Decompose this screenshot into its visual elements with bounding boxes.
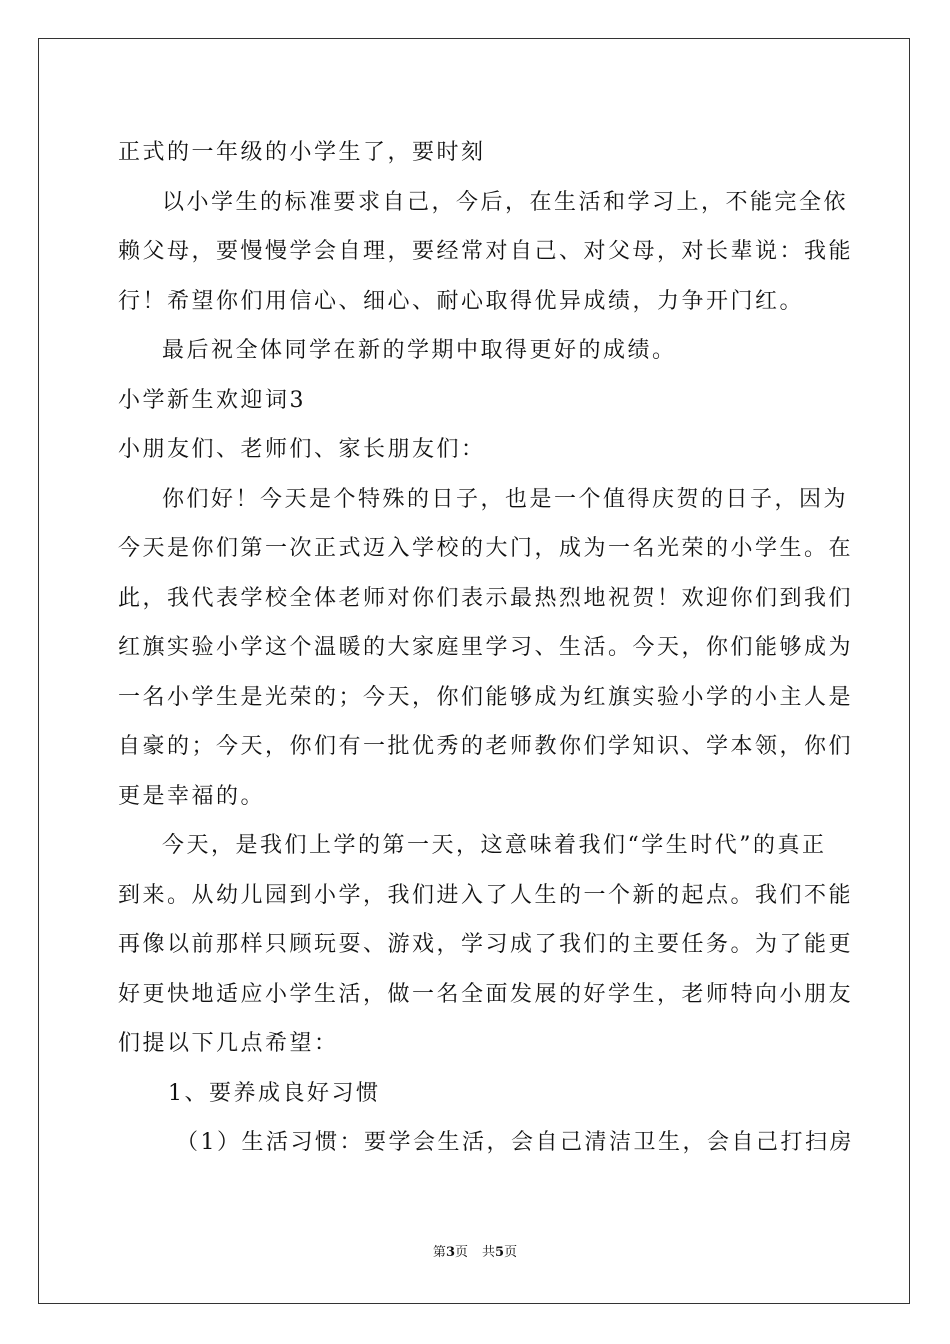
body-line: 红旗实验小学这个温暖的大家庭里学习、生活。今天，你们能够成为 (118, 635, 854, 660)
body-line: 再像以前那样只顾玩耍、游戏，学习成了我们的主要任务。为了能更 (118, 932, 854, 957)
body-line: 最后祝全体同学在新的学期中取得更好的成绩。 (162, 338, 677, 363)
body-line: 今天是你们第一次正式迈入学校的大门，成为一名光荣的小学生。在 (118, 536, 854, 561)
body-line: 今天，是我们上学的第一天，这意味着我们“学生时代”的真正 (162, 833, 827, 858)
page-footer (0, 1244, 950, 1262)
list-subitem: （1）生活习惯：要学会生活，会自己清洁卫生，会自己打扫房 (176, 1130, 854, 1155)
list-item-heading: 1、要养成良好习惯 (168, 1080, 381, 1106)
body-line: 你们好！今天是个特殊的日子，也是一个值得庆贺的日子，因为 (162, 486, 849, 512)
body-line: 此，我代表学校全体老师对你们表示最热烈地祝贺！欢迎你们到我们 (118, 585, 854, 611)
document-body (118, 128, 854, 1168)
salutation: 小朋友们、老师们、家长朋友们： (118, 437, 486, 462)
footer-total-suffix: 页 (504, 1245, 518, 1260)
body-line: 好更快地适应小学生活，做一名全面发展的好学生，老师特向小朋友 (118, 981, 854, 1007)
body-line: 一名小学生是光荣的；今天，你们能够成为红旗实验小学的小主人是 (118, 684, 854, 710)
footer-page-current: 3 (445, 1245, 455, 1260)
footer-page-prefix: 第 (432, 1245, 446, 1260)
body-line: 自豪的；今天，你们有一批优秀的老师教你们学知识、学本领，你们 (118, 734, 854, 759)
body-line: 以小学生的标准要求自己，今后，在生活和学习上，不能完全依 (162, 189, 849, 215)
body-line: 正式的一年级的小学生了，要时刻 (118, 140, 486, 165)
section-heading: 小学新生欢迎词3 (118, 387, 306, 413)
body-line: 更是幸福的。 (118, 783, 266, 809)
body-line: 到来。从幼儿园到小学，我们进入了人生的一个新的起点。我们不能 (118, 882, 854, 908)
footer-page-suffix: 页 (454, 1245, 468, 1260)
body-line: 们提以下几点希望： (118, 1031, 339, 1056)
body-line: 赖父母，要慢慢学会自理，要经常对自己、对父母，对长辈说：我能 (118, 239, 854, 264)
body-line: 行！希望你们用信心、细心、耐心取得优异成绩，力争开门红。 (118, 288, 805, 314)
footer-total-prefix: 共 (482, 1245, 496, 1260)
footer-page-total: 5 (495, 1245, 505, 1260)
